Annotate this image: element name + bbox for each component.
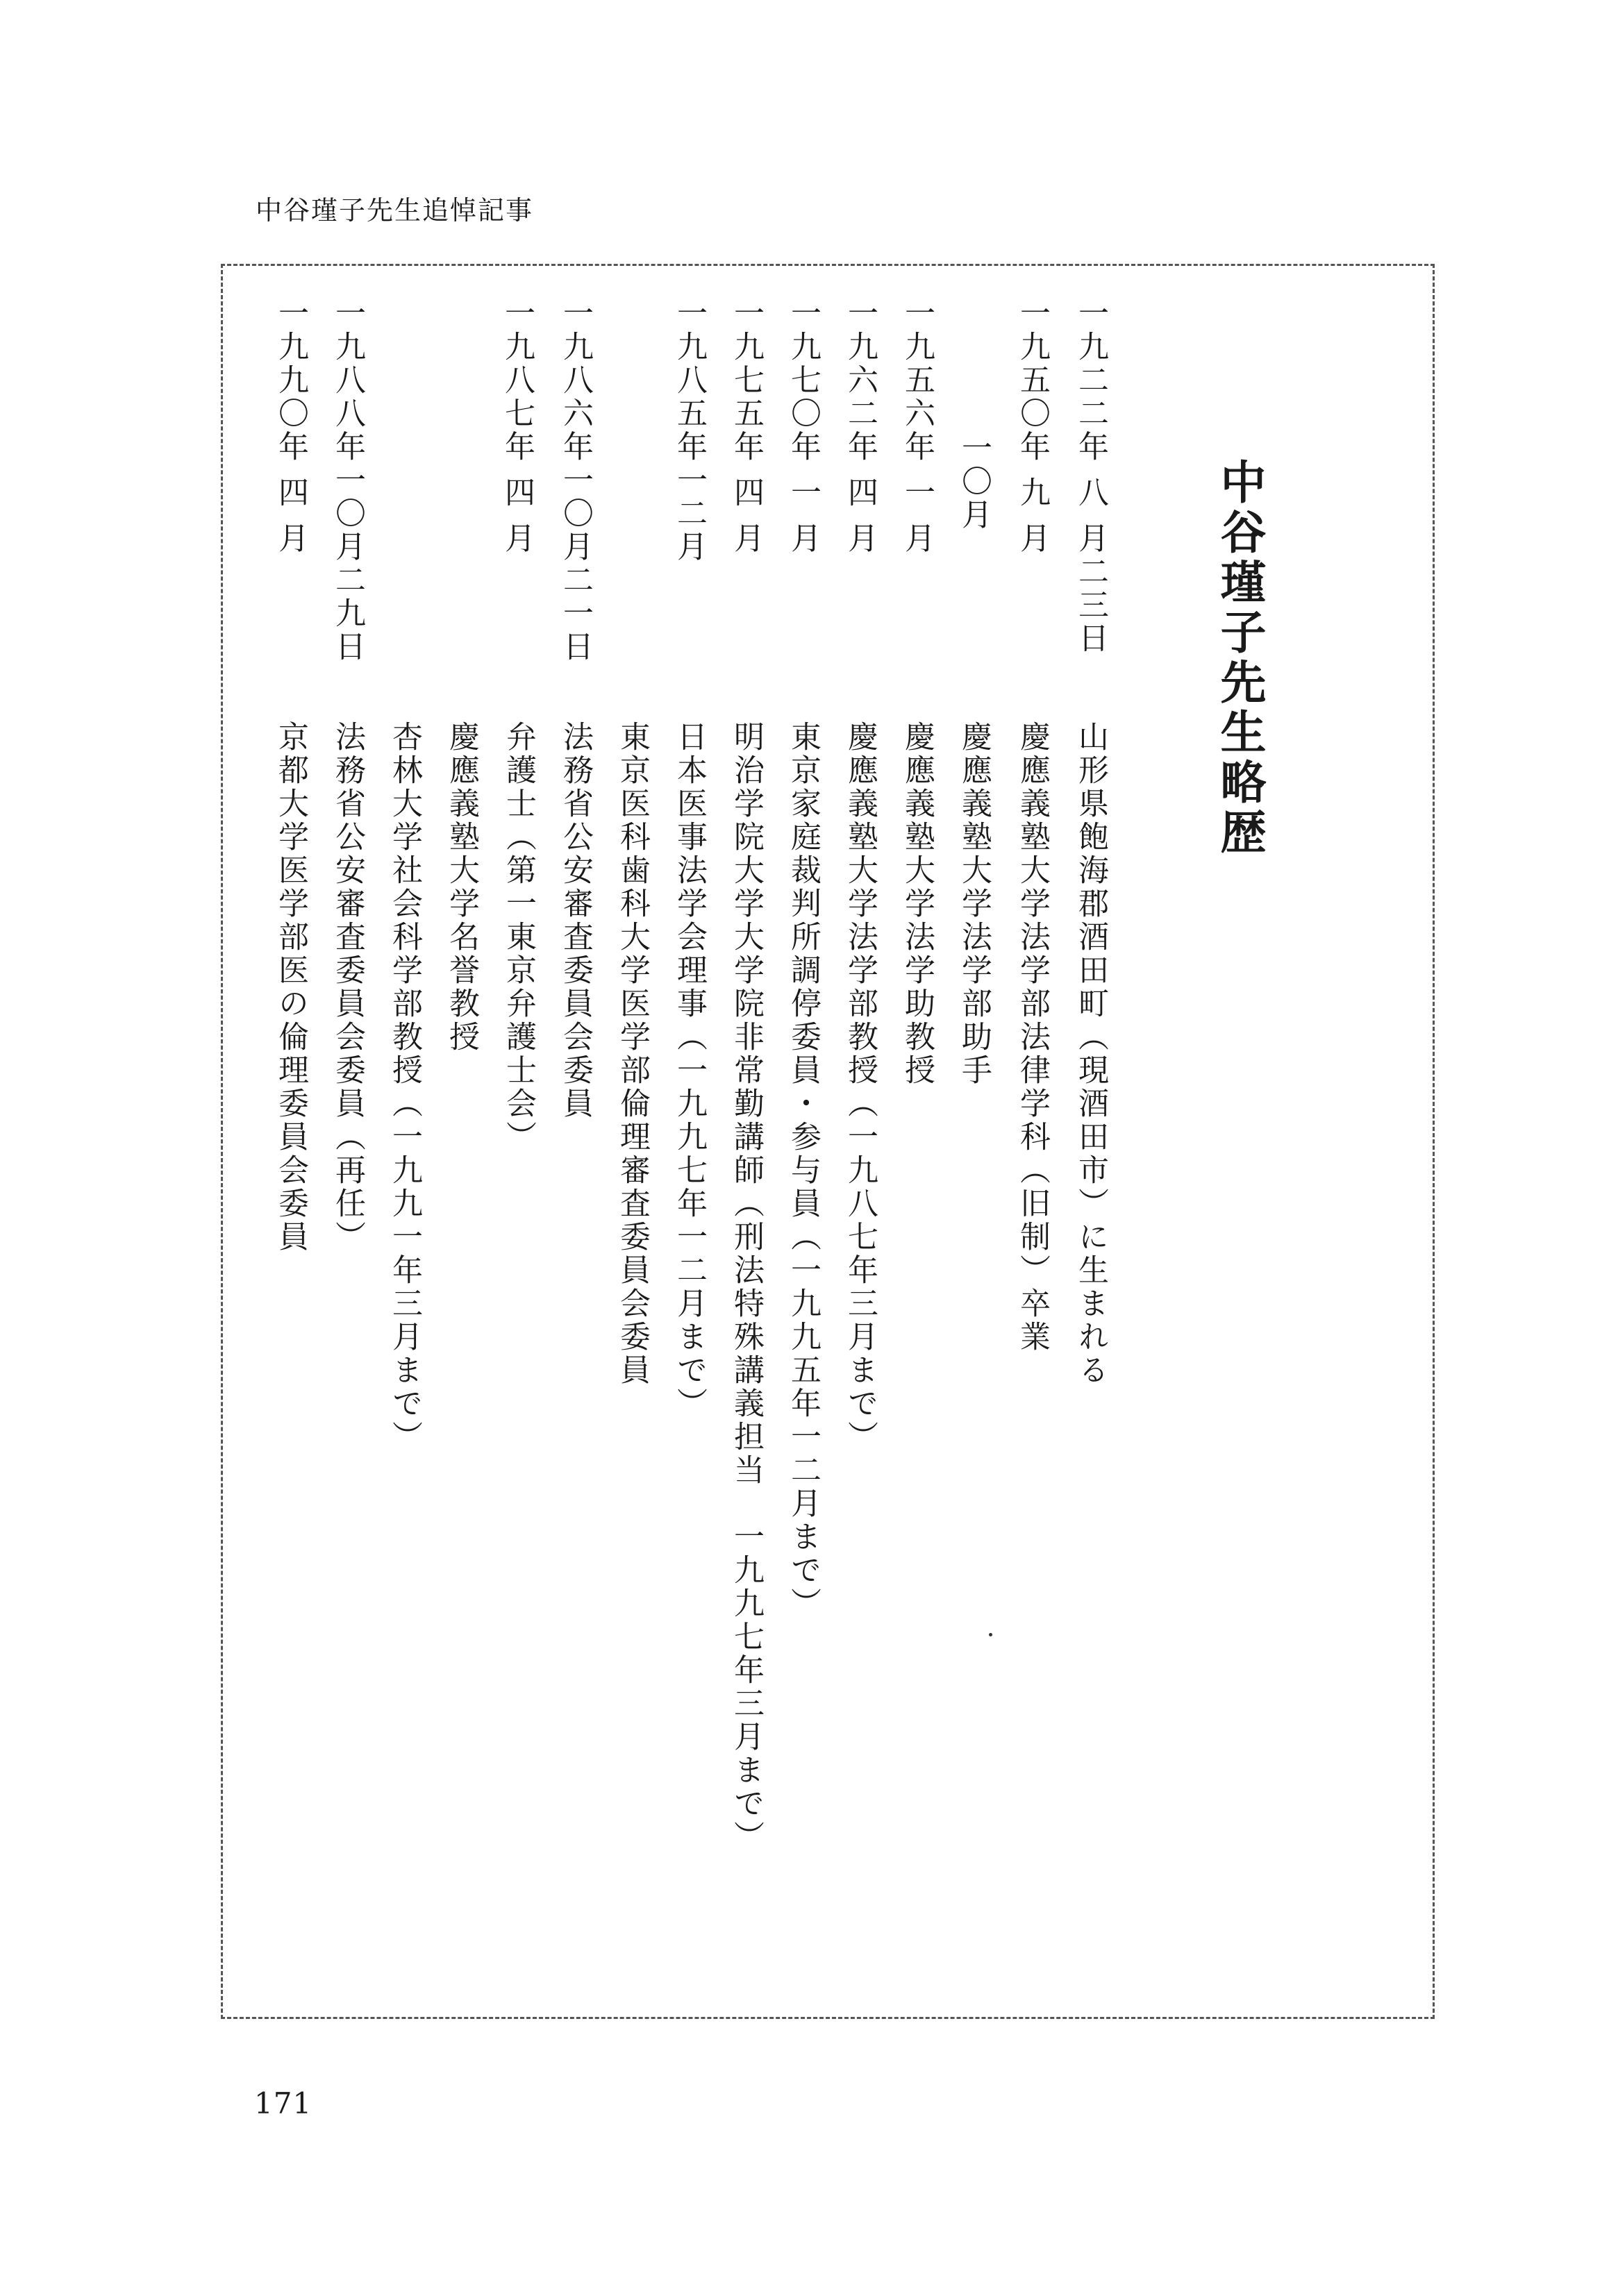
entry-date: 一九八五年一二月 [672, 297, 707, 564]
entry-date: 一九七五年 四 月 [728, 297, 764, 555]
entry-text: 慶應義塾大学法学部教授（一九八七年三月まで） [842, 721, 878, 1454]
entry-date: 一九二二年 八 月二三日 [1073, 297, 1108, 655]
entry-text: 慶應義塾大学法学助教授 [899, 721, 935, 1087]
entry-date: 一九七〇年 一 月 [785, 297, 821, 555]
page-title: 中谷瑾子先生略歴 [1212, 458, 1267, 858]
list-item [1069, 0, 1111, 2296]
entry-date: 一九五六年 一 月 [899, 297, 935, 555]
entry-text: 京都大学医学部医の倫理委員会委員 [273, 721, 308, 1254]
entry-date: 一九五〇年 九 月 [1015, 297, 1050, 555]
list-item [440, 0, 482, 2296]
entry-date: 一九八七年 四 月 [499, 297, 535, 555]
list-item [839, 0, 881, 2296]
list-item [611, 0, 653, 2296]
entry-text: 明治学院大学大学院非常勤講師（刑法特殊講義担当 一九九七年三月まで） [728, 721, 764, 1854]
entry-text: 弁護士（第一東京弁護士会） [501, 721, 536, 1154]
entry-date: 一九八八年一〇月二九日 [330, 297, 365, 664]
list-item [725, 0, 767, 2296]
entry-text: 法務省公安審査委員会委員（再任） [330, 721, 365, 1254]
list-item [554, 0, 596, 2296]
list-item [896, 0, 937, 2296]
entry-date: 一九六二年 四 月 [842, 297, 878, 555]
list-item [326, 0, 368, 2296]
entry-text: 法務省公安審査委員会委員 [558, 721, 593, 1121]
entry-text: 慶應義塾大学名誉教授 [444, 721, 479, 1054]
entry-date: 一九八六年一〇月二一日 [558, 297, 593, 664]
entry-text: 東京家庭裁判所調停委員・参与員（一九九五年一二月まで） [785, 721, 821, 1620]
entry-date: 一九九〇年 四 月 [273, 297, 308, 555]
list-item [1011, 0, 1053, 2296]
entry-text: 慶應義塾大学法学部法律学科（旧制）卒業 [1015, 721, 1050, 1354]
list-item [269, 0, 311, 2296]
list-item [782, 0, 824, 2296]
list-item [668, 0, 710, 2296]
page-number: 171 [254, 2086, 312, 2120]
entry-text: 慶應義塾大学法学部助手 [956, 721, 992, 1087]
entry-text: 東京医科歯科大学医学部倫理審査委員会委員 [615, 721, 650, 1387]
print-speck [989, 1633, 992, 1636]
list-item [496, 0, 537, 2296]
entry-text: 日本医事法学会理事（一九九七年一二月まで） [672, 721, 707, 1421]
entry-text: 杏林大学社会科学部教授（一九九一年三月まで） [387, 721, 422, 1454]
list-item [953, 0, 994, 2296]
list-item [383, 0, 425, 2296]
running-header: 中谷瑾子先生追悼記事 [256, 195, 534, 226]
entry-text: 山形県飽海郡酒田町（現酒田市）に生まれる [1073, 721, 1108, 1387]
entry-date: 一〇月 [956, 432, 992, 532]
